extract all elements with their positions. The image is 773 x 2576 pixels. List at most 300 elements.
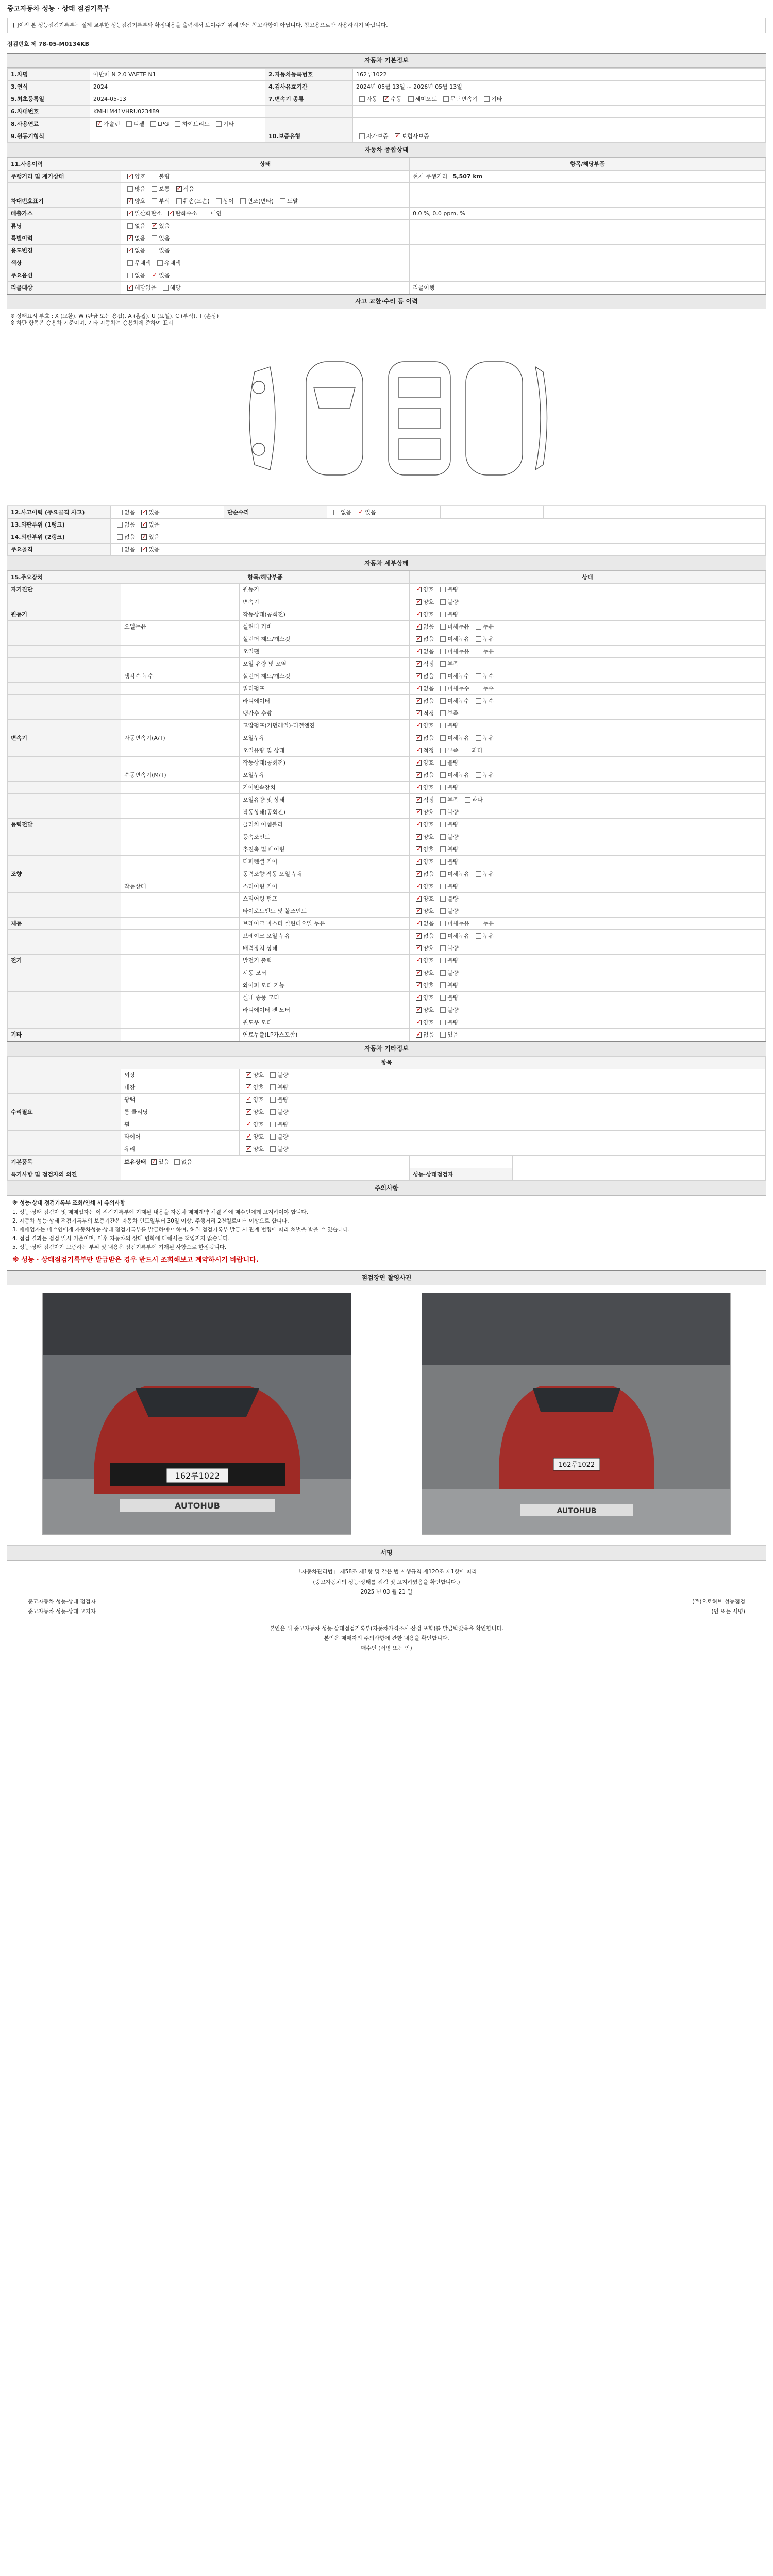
detail-item: 냉각수 수량: [240, 707, 410, 720]
detail-row: [8, 992, 766, 1004]
detail-state: ✓ 양호 불량: [410, 782, 766, 794]
detail-item: 작동상태(공회전): [240, 608, 410, 621]
detail-row: [8, 967, 766, 979]
basic-label-2: [265, 118, 353, 130]
other-group: [8, 1081, 121, 1094]
detail-sub: [121, 1029, 240, 1041]
checkbox: [270, 1109, 276, 1115]
checkbox: [416, 710, 422, 716]
checkbox: [416, 624, 422, 630]
checkbox: [163, 285, 169, 291]
detail-group: [8, 880, 121, 893]
general-col2: 상태: [121, 158, 410, 171]
detail-state: ✓ 양호 불량: [410, 757, 766, 769]
checkbox: [127, 211, 133, 216]
detail-item: 발전기 출력: [240, 955, 410, 967]
basic-item-label: 기본품목: [8, 1156, 121, 1168]
checkbox: [246, 1134, 251, 1140]
detail-sub: [121, 608, 240, 621]
general-state: 없음✓ 있음: [121, 269, 410, 282]
detail-col2: 항목/해당부품: [121, 571, 410, 584]
other-group: [8, 1094, 121, 1106]
detail-group: [8, 621, 121, 633]
checkbox: [440, 748, 446, 753]
other-state: ✓ 양호 불량: [240, 1069, 766, 1081]
detail-state: ✓ 양호 불량: [410, 608, 766, 621]
detail-group: [8, 843, 121, 856]
checkbox: [440, 822, 446, 827]
other-item: 광택: [121, 1094, 240, 1106]
general-state: 무채색 유채색: [121, 257, 410, 269]
checkbox: [416, 636, 422, 642]
detail-item: 실린더 커버: [240, 621, 410, 633]
detail-group: [8, 646, 121, 658]
checkbox: [476, 772, 481, 778]
checkbox: [152, 235, 157, 241]
detail-row: [8, 1016, 766, 1029]
detail-group: 동력전달: [8, 819, 121, 831]
detail-sub: [121, 794, 240, 806]
detail-row: [8, 646, 766, 658]
detail-sub: [121, 905, 240, 918]
basic-value: [90, 130, 265, 143]
detail-row: [8, 819, 766, 831]
general-extra: [410, 195, 766, 208]
detail-state: ✓ 없음 미세누수 누수: [410, 670, 766, 683]
checkbox: [440, 859, 446, 865]
checkbox: [484, 96, 490, 102]
other-item: 타이어: [121, 1131, 240, 1143]
car-outline-diagram: [234, 351, 553, 485]
checkbox: [416, 785, 422, 790]
rear-brand-text: AUTOHUB: [557, 1507, 597, 1516]
detail-sub: [121, 646, 240, 658]
checkbox: [440, 970, 446, 976]
basic-label-2: 7.변속기 종류: [265, 93, 353, 106]
checkbox: [416, 1032, 422, 1038]
checkbox: [416, 871, 422, 877]
checkbox: [476, 698, 481, 704]
detail-item: 동력조향 작동 오일 누유: [240, 868, 410, 880]
accident-label: 12.사고이력 (주요골격 사고): [8, 506, 111, 519]
exterior-header: 사고 교환·수리 등 이력: [7, 294, 766, 309]
checkbox: [440, 772, 446, 778]
other-item: 내장: [121, 1081, 240, 1094]
checkbox: [152, 248, 157, 253]
general-row: [8, 195, 766, 208]
detail-item: 브레이크 오일 누유: [240, 930, 410, 942]
checkbox: [440, 661, 446, 667]
general-col1: 11.사용이력: [8, 158, 121, 171]
checkbox: [440, 612, 446, 617]
general-extra: [410, 245, 766, 257]
checkbox: [416, 982, 422, 988]
detail-group: 자기진단: [8, 584, 121, 596]
other-header: 자동차 기타정보: [7, 1041, 766, 1056]
sign-line-2: (중고자동차의 성능·상태를 점검 및 고지하였음을 확인합니다.): [313, 1579, 460, 1585]
checkbox: [440, 921, 446, 926]
detail-row: [8, 683, 766, 695]
legend-line-1: ※ 상태표시 부호 : X (교환), W (판금 또는 용접), A (흠집), U (요철), C (부식), T (손상): [10, 313, 219, 320]
detail-group: [8, 757, 121, 769]
detail-state: ✓ 적정 부족: [410, 707, 766, 720]
detail-item: 스티어링 펌프: [240, 893, 410, 905]
frame2-value: 없음✓ 있음: [111, 531, 766, 544]
detail-table: [7, 571, 766, 1041]
checkbox: [416, 1020, 422, 1025]
detail-row: [8, 608, 766, 621]
general-col3: 항목/해당부품: [410, 158, 766, 171]
detail-row: [8, 856, 766, 868]
basic-label-2: 10.보증유형: [265, 130, 353, 143]
checkbox: [440, 896, 446, 902]
checkbox: [416, 908, 422, 914]
detail-group: [8, 930, 121, 942]
checkbox: [416, 958, 422, 963]
inspector-name: (주)오토허브 성능점검: [692, 1598, 745, 1605]
general-extra: [410, 257, 766, 269]
basic-row: [8, 81, 766, 93]
inspector-label: 중고자동차 성능·상태 점검자: [28, 1598, 96, 1605]
detail-group: [8, 633, 121, 646]
other-state: ✓ 양호 불량: [240, 1094, 766, 1106]
checkbox: [240, 198, 246, 204]
basic-label: 6.차대번호: [8, 106, 90, 118]
detail-state: ✓ 없음 미세누유 누유: [410, 621, 766, 633]
detail-row: [8, 905, 766, 918]
checkbox: [408, 96, 414, 102]
checkbox: [152, 273, 157, 278]
detail-sub: [121, 720, 240, 732]
detail-sub: [121, 1016, 240, 1029]
detail-group: 조향: [8, 868, 121, 880]
confirm-line: 본인은 위 중고자동차 성능·상태점검기록부(자동차가격조사·산정 포함)를 발급받았음을 확인합니다.: [269, 1625, 504, 1632]
detail-row: [8, 843, 766, 856]
basic-row: [8, 130, 766, 143]
checkbox: [127, 186, 133, 192]
detail-sub: [121, 992, 240, 1004]
repair-label: 단순수리: [224, 506, 327, 519]
detail-sub: [121, 918, 240, 930]
detail-row: [8, 621, 766, 633]
detail-state: ✓ 양호 불량: [410, 584, 766, 596]
seller-label: 중고자동차 성능·상태 고지자: [28, 1608, 96, 1615]
general-label: 특별이력: [8, 232, 121, 245]
detail-item: 와이퍼 모터 기능: [240, 979, 410, 992]
detail-sub: [121, 979, 240, 992]
checkbox: [204, 211, 209, 216]
document-title: 중고자동차 성능 · 상태 점검기록부: [7, 5, 110, 13]
detail-row: [8, 1004, 766, 1016]
detail-state: ✓ 양호 불량: [410, 596, 766, 608]
detail-group: [8, 695, 121, 707]
checkbox: [359, 133, 365, 139]
detail-state: ✓ 없음 미세누유 누유: [410, 918, 766, 930]
notes-lines: [12, 1209, 761, 1251]
detail-group: [8, 905, 121, 918]
detail-state: ✓ 없음 미세누유 누유: [410, 769, 766, 782]
detail-sub: [121, 683, 240, 695]
other-row: [8, 1143, 766, 1156]
detail-sub: 냉각수 누수: [121, 670, 240, 683]
general-row: [8, 245, 766, 257]
detail-row: [8, 732, 766, 744]
checkbox: [416, 760, 422, 766]
checkbox: [440, 809, 446, 815]
checkbox: [440, 599, 446, 605]
other-group: [8, 1069, 121, 1081]
detail-row: [8, 584, 766, 596]
top-front-view: [306, 362, 363, 475]
checkbox: [127, 198, 133, 204]
checkbox: [270, 1122, 276, 1127]
checkbox: [440, 871, 446, 877]
detail-row: [8, 707, 766, 720]
detail-row: [8, 658, 766, 670]
checkbox: [157, 260, 163, 266]
checkbox: [440, 1032, 446, 1038]
detail-sub: [121, 967, 240, 979]
detail-row: [8, 918, 766, 930]
general-extra: [410, 183, 766, 195]
seller-row: [7, 1608, 766, 1615]
detail-row: [8, 1029, 766, 1041]
detail-state: ✓ 양호 불량: [410, 806, 766, 819]
other-row: [8, 1106, 766, 1118]
detail-group: [8, 893, 121, 905]
general-row: [8, 183, 766, 195]
detail-sub: [121, 942, 240, 955]
detail-row: [8, 720, 766, 732]
notes-line: 3. 매매업자는 매수인에게 자동차성능·상태 점검기록부를 발급하여야 하며, 허위 점검기록부 발급 시 관계 법령에 따라 처벌을 받을 수 있습니다.: [12, 1226, 350, 1233]
document-number: [7, 39, 766, 53]
notes-header: 주의사항: [7, 1181, 766, 1196]
document-number-label: 점검번호 제: [7, 41, 37, 48]
detail-item: 오일유량 및 상태: [240, 794, 410, 806]
detail-row: [8, 806, 766, 819]
main-frame-value: 없음✓ 있음: [111, 544, 766, 556]
checkbox: [216, 121, 222, 127]
detail-col3: 상태: [410, 571, 766, 584]
detail-item: 시동 모터: [240, 967, 410, 979]
detail-sub: 오일누유: [121, 621, 240, 633]
buyer-label: 본인은 매매자의 주의사항에 관한 내용을 확인합니다.: [324, 1635, 449, 1642]
other-item: 유리: [121, 1143, 240, 1156]
right-side-view: [535, 367, 547, 470]
general-label: 배출가스: [8, 208, 121, 220]
rear-photo: [422, 1293, 731, 1535]
basic-item-value: 보유상태 ✓ 있음 없음: [121, 1156, 410, 1168]
checkbox: [96, 121, 102, 127]
detail-item: 윈도우 모터: [240, 1016, 410, 1029]
buyer-sign: 매수인 (서명 또는 인): [361, 1645, 412, 1652]
checkbox: [270, 1134, 276, 1140]
detail-sub: [121, 806, 240, 819]
basic-value: 아반떼 N 2.0 VAETE N1: [90, 69, 265, 81]
checkbox: [416, 834, 422, 840]
other-extra-table: [7, 1156, 766, 1181]
detail-item: 연료누출(LP가스포함): [240, 1029, 410, 1041]
checkbox: [440, 834, 446, 840]
notice-box: [ ]이진 본 성능점검기록부는 실제 교부한 성능점검기록부와 확정내용을 출력해서 보여주기 위해 만든 참고사항이 아닙니다. 참고용으로만 사용하시기 바랍니다.: [7, 18, 766, 33]
notes-warning: ※ 성능 · 상태점검기록부만 발급받은 경우 반드시 조회해보고 계약하시기 바랍니다.: [12, 1256, 259, 1264]
checkbox: [246, 1146, 251, 1152]
checkbox: [246, 1097, 251, 1103]
basic-value-2: 2024년 05월 13일 ~ 2026년 05월 13일: [353, 81, 766, 93]
checkbox: [416, 599, 422, 605]
detail-sub: [121, 744, 240, 757]
detail-item: 오일누유: [240, 769, 410, 782]
checkbox: [152, 198, 157, 204]
detail-group: 전기: [8, 955, 121, 967]
basic-label-2: 2.자동차등록번호: [265, 69, 353, 81]
checkbox: [127, 285, 133, 291]
checkbox: [465, 797, 470, 803]
detail-sub: 수동변속기(M/T): [121, 769, 240, 782]
detail-item: 등속조인트: [240, 831, 410, 843]
detail-group: [8, 670, 121, 683]
detail-state: ✓ 없음 미세누유 누유: [410, 633, 766, 646]
general-state: ✓ 없음 있음: [121, 245, 410, 257]
other-state: ✓ 양호 불량: [240, 1106, 766, 1118]
detail-row: [8, 670, 766, 683]
detail-row: [8, 695, 766, 707]
checkbox: [416, 921, 422, 926]
checkbox: [416, 970, 422, 976]
checkbox: [176, 186, 182, 192]
legend: [7, 309, 766, 331]
checkbox: [416, 884, 422, 889]
basic-value-2: [353, 118, 766, 130]
checkbox: [246, 1122, 251, 1127]
detail-state: ✓ 양호 불량: [410, 979, 766, 992]
general-label: 튜닝: [8, 220, 121, 232]
detail-item: 라디에이터 팬 모터: [240, 1004, 410, 1016]
general-state: ✓ 양호 부식 훼손(오손) 상이 변조(변타) 도말: [121, 195, 410, 208]
checkbox: [127, 223, 133, 229]
general-state: 많음 보통✓ 적음: [121, 183, 410, 195]
checkbox: [127, 260, 133, 266]
detail-group: [8, 683, 121, 695]
detail-sub: [121, 955, 240, 967]
notes-title: ※ 성능·상태 점검기록부 조회/인쇄 시 유의사항: [12, 1200, 125, 1207]
general-extra: 0.0 %, 0.0 ppm, %: [410, 208, 766, 220]
checkbox: [416, 612, 422, 617]
sign-block: [7, 1561, 766, 1665]
detail-row: [8, 794, 766, 806]
checkbox: [440, 587, 446, 592]
detail-item: 실내 송풍 모터: [240, 992, 410, 1004]
detail-state: ✓ 양호 불량: [410, 856, 766, 868]
detail-state: ✓ 적정 부족 과다: [410, 794, 766, 806]
checkbox: [246, 1084, 251, 1090]
checkbox: [416, 661, 422, 667]
general-state: ✓ 일산화탄소✓ 탄화수소 매연: [121, 208, 410, 220]
basic-label: 1.차명: [8, 69, 90, 81]
basic-value-2: 자가보증✓ 보험사보증: [353, 130, 766, 143]
general-state-header: 자동차 종합상태: [7, 143, 766, 158]
detail-item: 라디에이터: [240, 695, 410, 707]
checkbox: [440, 933, 446, 939]
detail-group: 원동기: [8, 608, 121, 621]
basic-value: ✓ 가솔린 디젤 LPG 하이브리드 기타: [90, 118, 265, 130]
sign-date: 2025 년 03 월 21 일: [360, 1588, 413, 1595]
checkbox: [416, 748, 422, 753]
checkbox: [440, 846, 446, 852]
checkbox: [150, 121, 156, 127]
detail-group: [8, 942, 121, 955]
checkbox: [152, 223, 157, 229]
detail-sub: [121, 633, 240, 646]
checkbox: [440, 945, 446, 951]
detail-header: 자동차 세부상태: [7, 556, 766, 571]
notes-line: 1. 성능·상태 점검자 및 매매업자는 이 점검기록부에 기재된 내용을 자동차 매매계약 체결 전에 매수인에게 고지하여야 합니다.: [12, 1209, 308, 1215]
detail-item: 실린더 헤드/개스킷: [240, 670, 410, 683]
detail-item: 클러치 어셈블리: [240, 819, 410, 831]
detail-state: ✓ 없음 미세누유 누유: [410, 646, 766, 658]
checkbox: [440, 649, 446, 654]
detail-row: [8, 782, 766, 794]
other-group: 수리필요: [8, 1106, 121, 1118]
special-label: 특기사항 및 점검자의 의견: [8, 1168, 121, 1181]
basic-label-2: [265, 106, 353, 118]
basic-label-2: 4.검사유효기간: [265, 81, 353, 93]
detail-item: 추진축 및 베어링: [240, 843, 410, 856]
checkbox: [440, 636, 446, 642]
detail-sub: [121, 856, 240, 868]
checkbox: [175, 121, 180, 127]
detail-item: 배력장치 상태: [240, 942, 410, 955]
detail-state: ✓ 양호 불량: [410, 819, 766, 831]
detail-state: ✓ 적정 부족: [410, 658, 766, 670]
checkbox: [280, 198, 285, 204]
detail-row: [8, 930, 766, 942]
checkbox: [440, 797, 446, 803]
basic-row: [8, 69, 766, 81]
detail-col1: 15.주요장치: [8, 571, 121, 584]
other-state: ✓ 양호 불량: [240, 1131, 766, 1143]
detail-state: ✓ 양호 불량: [410, 905, 766, 918]
detail-group: 제동: [8, 918, 121, 930]
frame2-label: 14.외판부위 (2랭크): [8, 531, 111, 544]
front-brand-text: AUTOHUB: [175, 1501, 220, 1511]
checkbox: [127, 235, 133, 241]
general-row: [8, 220, 766, 232]
main-frame-label: 주요골격: [8, 544, 111, 556]
basic-value-2: [353, 106, 766, 118]
checkbox: [476, 673, 481, 679]
detail-state: ✓ 적정 부족 과다: [410, 744, 766, 757]
detail-sub: [121, 782, 240, 794]
notes-line: 5. 성능·상태 점검자가 보증하는 부위 및 내용은 점검기록부에 기재된 사항으로 한정됩니다.: [12, 1244, 227, 1250]
other-group: [8, 1143, 121, 1156]
front-plate-text: 162루1022: [175, 1471, 220, 1481]
rear-plate-text: 162루1022: [558, 1461, 595, 1469]
detail-group: [8, 794, 121, 806]
special-right: 성능·상태점검자: [410, 1168, 513, 1181]
basic-row: [8, 118, 766, 130]
general-state: ✓ 해당없음 해당: [121, 282, 410, 294]
detail-state: ✓ 양호 불량: [410, 843, 766, 856]
detail-sub: [121, 658, 240, 670]
detail-state: ✓ 양호 불량: [410, 1016, 766, 1029]
detail-group: [8, 1016, 121, 1029]
general-extra: [410, 269, 766, 282]
checkbox: [476, 933, 481, 939]
basic-value: 2024-05-13: [90, 93, 265, 106]
checkbox: [476, 649, 481, 654]
basic-info-table: [7, 68, 766, 143]
